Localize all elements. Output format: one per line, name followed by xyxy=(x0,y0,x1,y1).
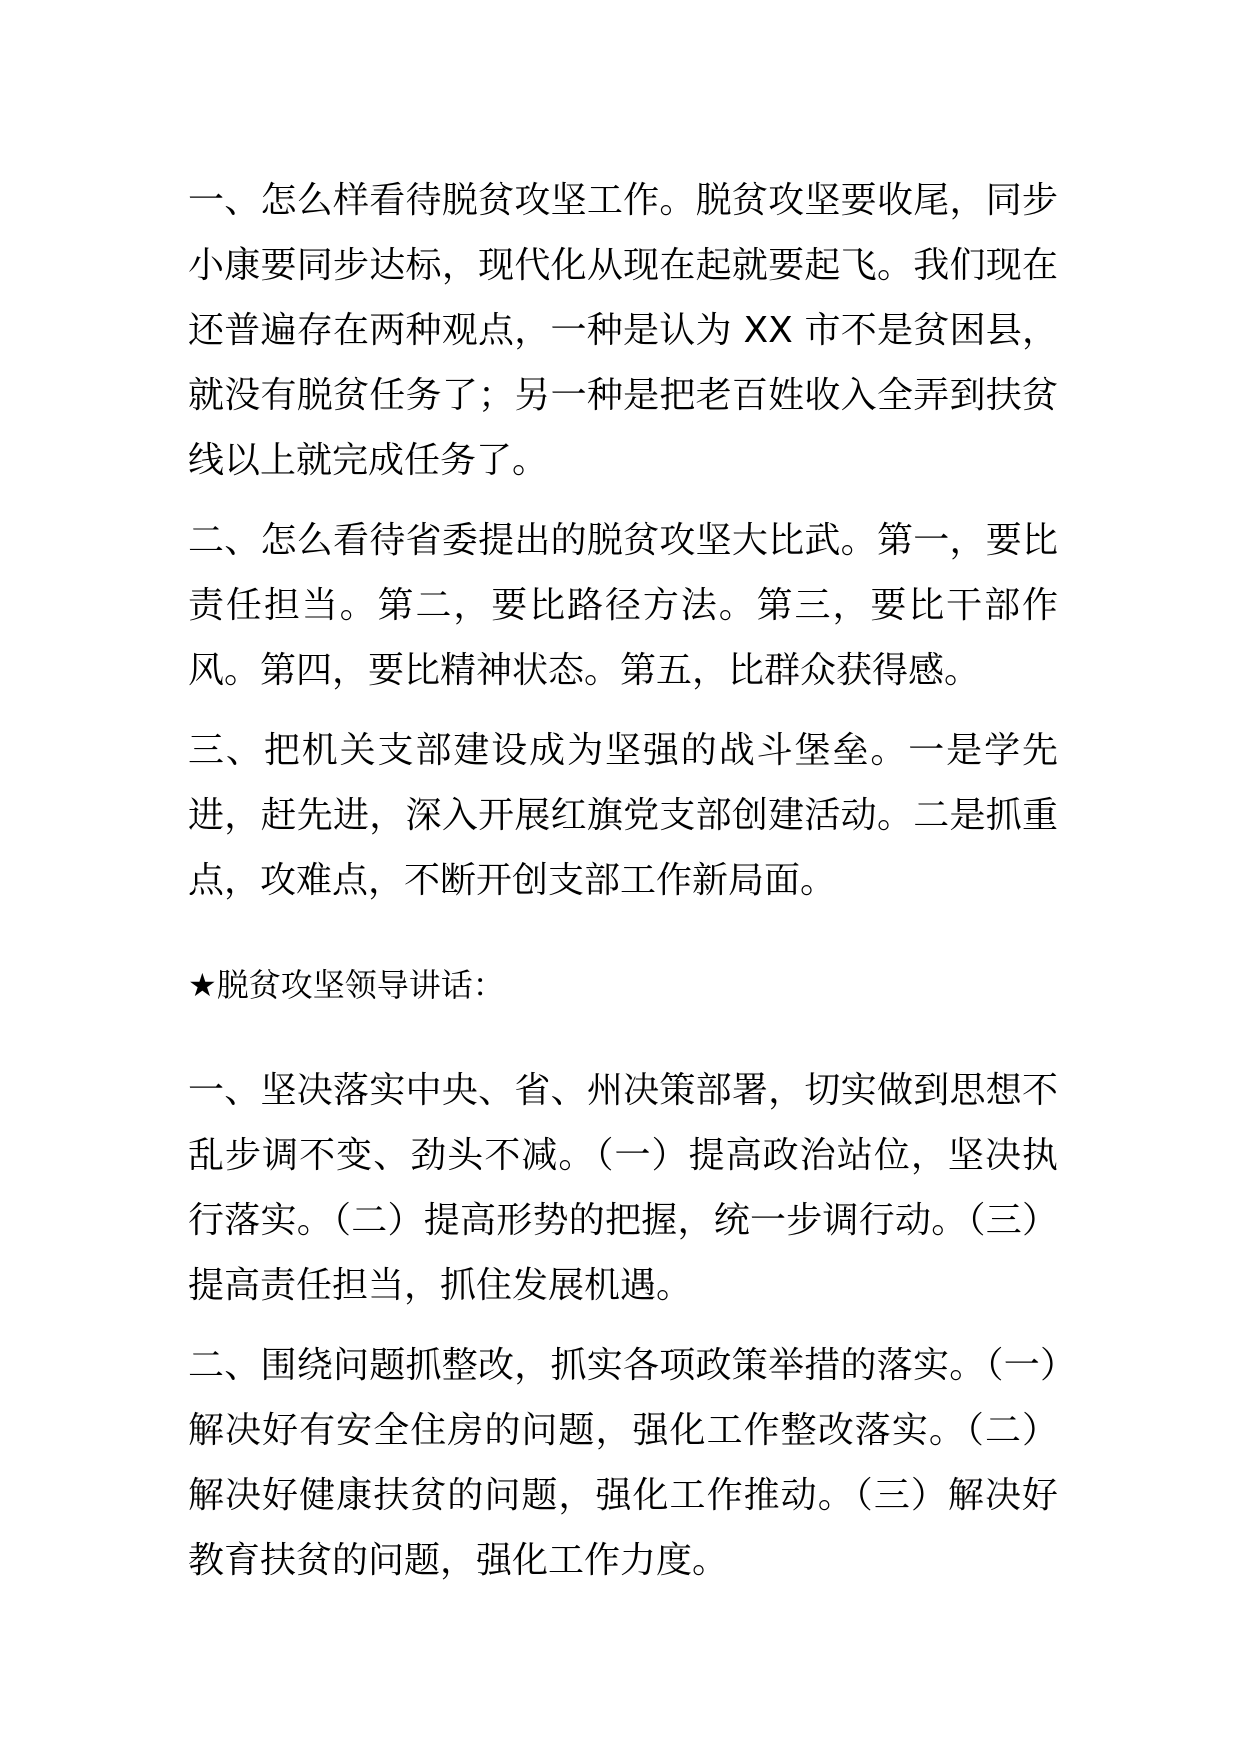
paragraph-2: 二、怎么看待省委提出的脱贫攻坚大比武。第一，要比责任担当。第二，要比路径方法。第三，要比干部作风。第四，要比精神状态。第五，比群众获得感。 xyxy=(188,520,1058,691)
paragraph-3: 三、把机关支部建设成为坚强的战斗堡垒。一是学先进，赶先进，深入开展红旗党支部创建活动。二是抓重点，攻难点，不断开创支部工作新局面。 xyxy=(188,730,1058,901)
paragraph-4: 一、坚决落实中央、省、州决策部署，切实做到思想不乱步调不变、劲头不减。（一）提高政治站位，坚决执行落实。（二）提高形势的把握，统一步调行动。（三）提高责任担当，抓住发展机遇。 xyxy=(188,1070,1058,1306)
paragraph-1: 一、怎么样看待脱贫攻坚工作。脱贫攻坚要收尾，同步小康要同步达标，现代化从现在起就要起飞。我们现在还普遍存在两种观点，一种是认为 XX 市不是贫困县，就没有脱贫任务了；另一种是把老百姓收入全弄到扶贫线以上就完成任务了。 xyxy=(188,180,1058,481)
document-page xyxy=(188,168,1058,1593)
paragraph-5: 二、围绕问题抓整改，抓实各项政策举措的落实。（一）解决好有安全住房的问题，强化工作整改落实。（二）解决好健康扶贫的问题，强化工作推动。（三）解决好教育扶贫的问题，强化工作力度。 xyxy=(188,1345,1058,1581)
section-heading: ★脱贫攻坚领导讲话： xyxy=(188,966,505,1004)
